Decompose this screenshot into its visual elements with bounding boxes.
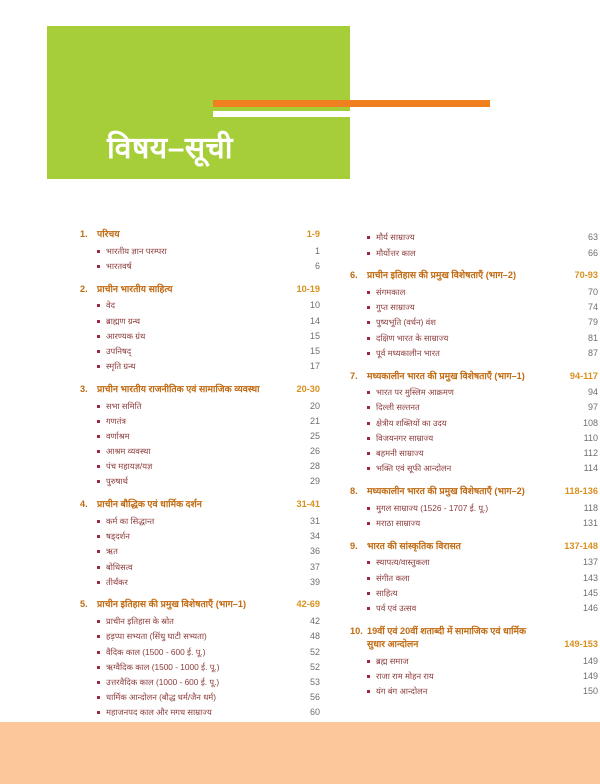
toc-entry-title: वर्णाश्रम: [106, 430, 130, 441]
bullet-icon: [97, 633, 106, 640]
toc-entry-title: आरण्यक ग्रंथ: [106, 330, 146, 341]
chapter-heading[interactable]: [350, 269, 598, 282]
bullet-icon: [97, 448, 106, 455]
toc-entry[interactable]: [350, 348, 598, 359]
toc-entry-page: 21: [309, 415, 320, 426]
toc-entry[interactable]: [350, 671, 598, 682]
chapter-page-range: 20-30: [296, 383, 320, 394]
toc-entry-page: 39: [309, 576, 320, 587]
bullet-icon: [97, 694, 106, 701]
chapter-heading[interactable]: [350, 625, 598, 652]
chapter-page-range: 70-93: [574, 270, 598, 281]
bullet-icon: [97, 348, 106, 355]
toc-entry-title: साहित्य: [376, 587, 398, 598]
toc-entry-page: 146: [582, 602, 598, 613]
toc-entry-title: संगीत कला: [376, 572, 410, 583]
toc-entry[interactable]: [80, 531, 320, 542]
bullet-icon: [97, 518, 106, 525]
bullet-icon: [97, 263, 106, 270]
toc-entry-page: 15: [309, 345, 320, 356]
toc-entry-page: 31: [309, 516, 320, 526]
toc-entry-page: 66: [587, 247, 598, 258]
toc-entry-title: मौर्य साम्राज्य: [376, 232, 415, 243]
toc-entry[interactable]: [350, 573, 598, 584]
toc-entry[interactable]: [350, 287, 598, 298]
bullet-icon: [367, 404, 376, 411]
toc-entry-title: बहमनी साम्राज्य: [376, 447, 424, 458]
bullet-icon: [367, 389, 376, 396]
toc-entry[interactable]: [350, 387, 598, 398]
chapter-page-range: 118-136: [564, 485, 598, 496]
chapter-heading[interactable]: [350, 485, 598, 498]
toc-entry-page: 108: [582, 417, 598, 428]
toc-entry[interactable]: [350, 656, 598, 667]
toc-entry-title: उपनिषद्: [106, 345, 132, 356]
toc-entry-title: षड्दर्शन: [106, 531, 130, 542]
chapter-number: 1.: [80, 229, 88, 239]
toc-entry-title: वेद: [106, 300, 116, 311]
toc-entry-title: हड़प्पा सभ्यता (सिंधु घाटी सभ्यता): [106, 631, 207, 642]
toc-entry-page: 79: [587, 317, 598, 328]
toc-entry-page: 81: [587, 332, 598, 343]
toc-entry[interactable]: [80, 416, 320, 427]
toc-entry[interactable]: [80, 300, 320, 311]
toc-entry-page: 74: [587, 302, 598, 313]
toc-entry-page: 25: [309, 430, 320, 441]
toc-entry[interactable]: [80, 577, 320, 588]
chapter-number: 7.: [350, 370, 358, 381]
toc-entry-page: 131: [582, 517, 598, 528]
toc-entry[interactable]: [350, 686, 598, 697]
bullet-icon: [367, 335, 376, 342]
toc-entry[interactable]: [350, 433, 598, 444]
toc-entry-page: 150: [582, 686, 598, 697]
toc-entry-title: मुगल साम्राज्य (1526 - 1707 ई. पू.): [376, 502, 489, 513]
chapter-page-range: 1-9: [306, 229, 320, 239]
toc-entry[interactable]: [80, 516, 320, 527]
toc-entry-title: प्राचीन इतिहास के स्रोत: [106, 616, 174, 627]
chapter-number: 6.: [350, 270, 358, 281]
chapter-heading-line2: [350, 638, 598, 651]
toc-entry-page: 6: [314, 260, 320, 271]
toc-column-left: [80, 228, 320, 722]
toc-entry[interactable]: [350, 463, 598, 474]
toc-entry-page: 145: [582, 587, 598, 598]
toc-entry[interactable]: [80, 316, 320, 327]
toc-entry[interactable]: [350, 557, 598, 568]
toc-entry-title: भारतवर्ष: [106, 260, 132, 271]
bullet-icon: [97, 248, 106, 255]
chapter-heading[interactable]: [350, 540, 598, 553]
toc-entry[interactable]: [80, 562, 320, 573]
toc-entry[interactable]: [350, 248, 598, 259]
chapter-title: 19वीं एवं 20वीं शताब्दी में सामाजिक एवं धार्मिक: [367, 625, 527, 636]
table-of-contents: [0, 228, 600, 722]
toc-entry[interactable]: [80, 446, 320, 457]
toc-entry[interactable]: [350, 317, 598, 328]
toc-entry-title: उत्तरवैदिक काल (1000 - 600 ई. पू.): [106, 676, 220, 687]
toc-entry-page: 28: [309, 461, 320, 472]
toc-entry-page: 29: [309, 476, 320, 487]
toc-entry-page: 149: [582, 655, 598, 666]
toc-entry[interactable]: [80, 346, 320, 357]
toc-entry-page: 110: [583, 432, 598, 443]
toc-entry[interactable]: [80, 677, 320, 688]
toc-entry-page: 143: [582, 572, 598, 583]
bullet-icon: [97, 579, 106, 586]
toc-entry[interactable]: [80, 431, 320, 442]
toc-entry-title: भक्ति एवं सूफी आन्दोलन: [376, 463, 452, 474]
toc-entry-title: बोधिसत्व: [106, 561, 133, 572]
toc-entry-page: 1: [314, 245, 320, 256]
toc-column-right: [350, 228, 598, 722]
toc-entry[interactable]: [80, 631, 320, 642]
toc-entry-page: 37: [309, 561, 320, 572]
chapter-number: 4.: [80, 499, 88, 510]
toc-entry-title: विजयनगर साम्राज्य: [376, 432, 434, 443]
bullet-icon: [367, 450, 376, 457]
toc-entry-title: क्षेत्रीय शक्तियों का उदय: [376, 417, 447, 428]
toc-entry-page: 26: [309, 446, 320, 457]
toc-entry-title: सभा समिति: [106, 400, 142, 411]
toc-entry-title: भारत पर मुस्लिम आक्रमण: [376, 387, 454, 398]
toc-entry-page: 87: [587, 347, 598, 358]
toc-entry-title: पर्व एवं उत्सव: [376, 602, 417, 613]
bullet-icon: [97, 418, 106, 425]
toc-entry-title: स्मृति ग्रन्थ: [106, 361, 136, 372]
bullet-icon: [97, 433, 106, 440]
bullet-icon: [367, 420, 376, 427]
toc-entry-title: तीर्थंकर: [106, 576, 128, 587]
toc-entry[interactable]: [80, 461, 320, 472]
chapter-heading[interactable]: [80, 283, 320, 296]
chapter-page-range: 149-153: [564, 638, 598, 649]
chapter-number: 8.: [350, 485, 358, 496]
bullet-icon: [367, 304, 376, 311]
toc-entry-title: ऋत: [106, 546, 118, 557]
bullet-icon: [97, 709, 106, 716]
toc-entry-title: धार्मिक आन्दोलन (बौद्ध धर्म/जैन धर्म): [106, 692, 217, 703]
toc-entry-title: दक्षिण भारत के साम्राज्य: [376, 332, 449, 343]
toc-entry[interactable]: [350, 503, 598, 514]
toc-entry-title: पंच महायज्ञ/यज्ञ: [106, 461, 153, 472]
bullet-icon: [97, 478, 106, 485]
toc-entry[interactable]: [80, 616, 320, 627]
toc-entry-title: ऋग्वैदिक काल (1500 - 1000 ई. पू.): [106, 661, 220, 672]
bullet-icon: [367, 465, 376, 472]
toc-entry-page: 137: [582, 557, 598, 568]
toc-entry-page: 70: [587, 287, 598, 298]
chapter-heading[interactable]: [80, 498, 320, 511]
toc-entry[interactable]: [80, 401, 320, 412]
bullet-icon: [97, 679, 106, 686]
chapter-number: 2.: [80, 283, 88, 294]
toc-entry-title: संगमकाल: [376, 287, 406, 298]
toc-entry[interactable]: [80, 662, 320, 673]
chapter-number: 3.: [80, 383, 88, 394]
toc-entry-page: 52: [309, 646, 320, 657]
toc-entry[interactable]: [80, 707, 320, 718]
chapter-page-range: 31-41: [296, 499, 320, 510]
toc-entry[interactable]: [80, 476, 320, 487]
bullet-icon: [367, 688, 376, 695]
toc-entry-page: 17: [309, 361, 320, 372]
chapter-page-range: 10-19: [296, 283, 320, 294]
toc-entry[interactable]: [350, 588, 598, 599]
toc-entry-page: 34: [309, 531, 320, 542]
toc-entry[interactable]: [80, 647, 320, 658]
bullet-icon: [97, 302, 106, 309]
toc-entry-title: पूर्व मध्यकालीन भारत: [376, 347, 440, 358]
toc-entry-page: 15: [309, 330, 320, 341]
chapter-title: प्राचीन बौद्धिक एवं धार्मिक दर्शन: [97, 499, 202, 510]
toc-entry[interactable]: [350, 333, 598, 344]
chapter-title: प्राचीन इतिहास की प्रमुख विशेषताएँ (भाग–1): [97, 599, 247, 610]
toc-entry-page: 36: [309, 546, 320, 557]
bullet-icon: [97, 664, 106, 671]
bullet-icon: [367, 250, 376, 257]
toc-entry[interactable]: [350, 302, 598, 313]
bullet-icon: [367, 575, 376, 582]
toc-entry-page: 118: [583, 502, 598, 513]
chapter-heading-line1: [350, 625, 598, 638]
toc-entry[interactable]: [80, 692, 320, 703]
chapter-number: 5.: [80, 599, 88, 610]
bullet-icon: [367, 505, 376, 512]
bullet-icon: [367, 289, 376, 296]
bullet-icon: [367, 350, 376, 357]
chapter-title: प्राचीन भारतीय साहित्य: [97, 283, 173, 294]
bullet-icon: [367, 673, 376, 680]
chapter-page-range: 94-117: [569, 370, 598, 381]
page-title: विषय–सूची: [107, 132, 233, 165]
toc-entry-page: 53: [309, 676, 320, 687]
bullet-icon: [97, 564, 106, 571]
toc-entry-title: पुष्यभूति (वर्धन) वंश: [376, 317, 436, 328]
toc-entry-page: 20: [309, 400, 320, 411]
toc-entry-title: ब्रह्म समाज: [376, 655, 409, 666]
chapter-title: प्राचीन भारतीय राजनीतिक एवं सामाजिक व्यवस्था: [97, 383, 260, 394]
bullet-icon: [367, 658, 376, 665]
toc-entry-page: 149: [582, 670, 598, 681]
toc-entry-title: मौर्योत्तर काल: [376, 247, 416, 258]
white-rule: [213, 111, 350, 117]
toc-entry-title: पुरुषार्थ: [106, 476, 128, 487]
bullet-icon: [97, 548, 106, 555]
toc-entry-page: 63: [587, 232, 598, 243]
toc-entry-page: 48: [309, 631, 320, 642]
bullet-icon: [97, 363, 106, 370]
bullet-icon: [367, 234, 376, 241]
toc-entry-page: 97: [587, 402, 598, 413]
chapter-number: 9.: [350, 540, 358, 551]
chapter-heading[interactable]: [80, 598, 320, 611]
bullet-icon: [97, 533, 106, 540]
toc-entry[interactable]: [350, 418, 598, 429]
toc-entry-title: राजा राम मोहन राय: [376, 670, 434, 681]
toc-entry-title: भारतीय ज्ञान परम्परा: [106, 245, 167, 256]
toc-entry[interactable]: [350, 603, 598, 614]
bullet-icon: [97, 463, 106, 470]
chapter-page-range: 137-148: [564, 540, 598, 551]
toc-entry-page: 52: [309, 661, 320, 672]
toc-entry[interactable]: [80, 261, 320, 272]
toc-entry-page: 42: [309, 616, 320, 627]
bullet-icon: [97, 618, 106, 625]
chapter-number: 10.: [350, 625, 363, 636]
bullet-icon: [97, 318, 106, 325]
toc-entry-page: 14: [309, 315, 320, 326]
bullet-icon: [367, 319, 376, 326]
bullet-icon: [97, 649, 106, 656]
footer-band: [0, 722, 600, 784]
chapter-title: भारत की सांस्कृतिक विरासत: [367, 540, 461, 551]
bullet-icon: [367, 559, 376, 566]
toc-entry[interactable]: [80, 546, 320, 557]
chapter-title: मध्यकालीन भारत की प्रमुख विशेषताएँ (भाग–1): [367, 370, 525, 381]
bullet-icon: [97, 403, 106, 410]
bullet-icon: [367, 590, 376, 597]
toc-entry[interactable]: [350, 518, 598, 529]
toc-entry[interactable]: [350, 402, 598, 413]
toc-entry-page: 112: [583, 447, 598, 458]
toc-entry-page: 94: [587, 387, 598, 398]
toc-entry-title: वैदिक काल (1500 - 600 ई. पू.): [106, 646, 206, 657]
toc-entry-title: महाजनपद काल और मगध साम्राज्य: [106, 707, 212, 718]
bullet-icon: [367, 605, 376, 612]
chapter-title-continued: सुधार आन्दोलन: [367, 638, 419, 649]
toc-entry-page: 56: [309, 692, 320, 703]
toc-entry-title: गुप्त साम्राज्य: [376, 302, 415, 313]
toc-entry-title: स्थापत्य/वास्तुकला: [376, 557, 430, 568]
bullet-icon: [367, 520, 376, 527]
chapter-heading[interactable]: [80, 228, 320, 241]
chapter-title: प्राचीन इतिहास की प्रमुख विशेषताएँ (भाग–2): [367, 270, 517, 281]
toc-entry-title: दिल्ली सल्तनत: [376, 402, 420, 413]
toc-entry-page: 60: [309, 707, 320, 718]
chapter-title: परिचय: [97, 229, 120, 239]
chapter-heading[interactable]: [350, 370, 598, 383]
toc-entry[interactable]: [80, 246, 320, 257]
chapter-page-range: 42-69: [296, 599, 320, 610]
toc-entry-title: ब्राह्मण ग्रन्थ: [106, 315, 141, 326]
toc-entry[interactable]: [80, 361, 320, 372]
bullet-icon: [367, 435, 376, 442]
toc-entry-title: गणतंत्र: [106, 415, 126, 426]
orange-rule: [213, 100, 490, 107]
toc-entry[interactable]: [350, 448, 598, 459]
chapter-title: मध्यकालीन भारत की प्रमुख विशेषताएँ (भाग–2): [367, 485, 525, 496]
toc-entry[interactable]: [80, 331, 320, 342]
toc-entry-page: 10: [309, 300, 320, 311]
toc-entry[interactable]: [350, 232, 598, 243]
toc-entry-title: कर्म का सिद्धान्त: [106, 516, 155, 526]
toc-entry-title: मराठा साम्राज्य: [376, 517, 421, 528]
bullet-icon: [97, 333, 106, 340]
chapter-heading[interactable]: [80, 383, 320, 396]
toc-entry-title: आश्रम व्यवस्था: [106, 446, 151, 457]
toc-entry-title: यंग बंग आन्दोलन: [376, 686, 428, 697]
toc-entry-page: 114: [583, 463, 598, 474]
